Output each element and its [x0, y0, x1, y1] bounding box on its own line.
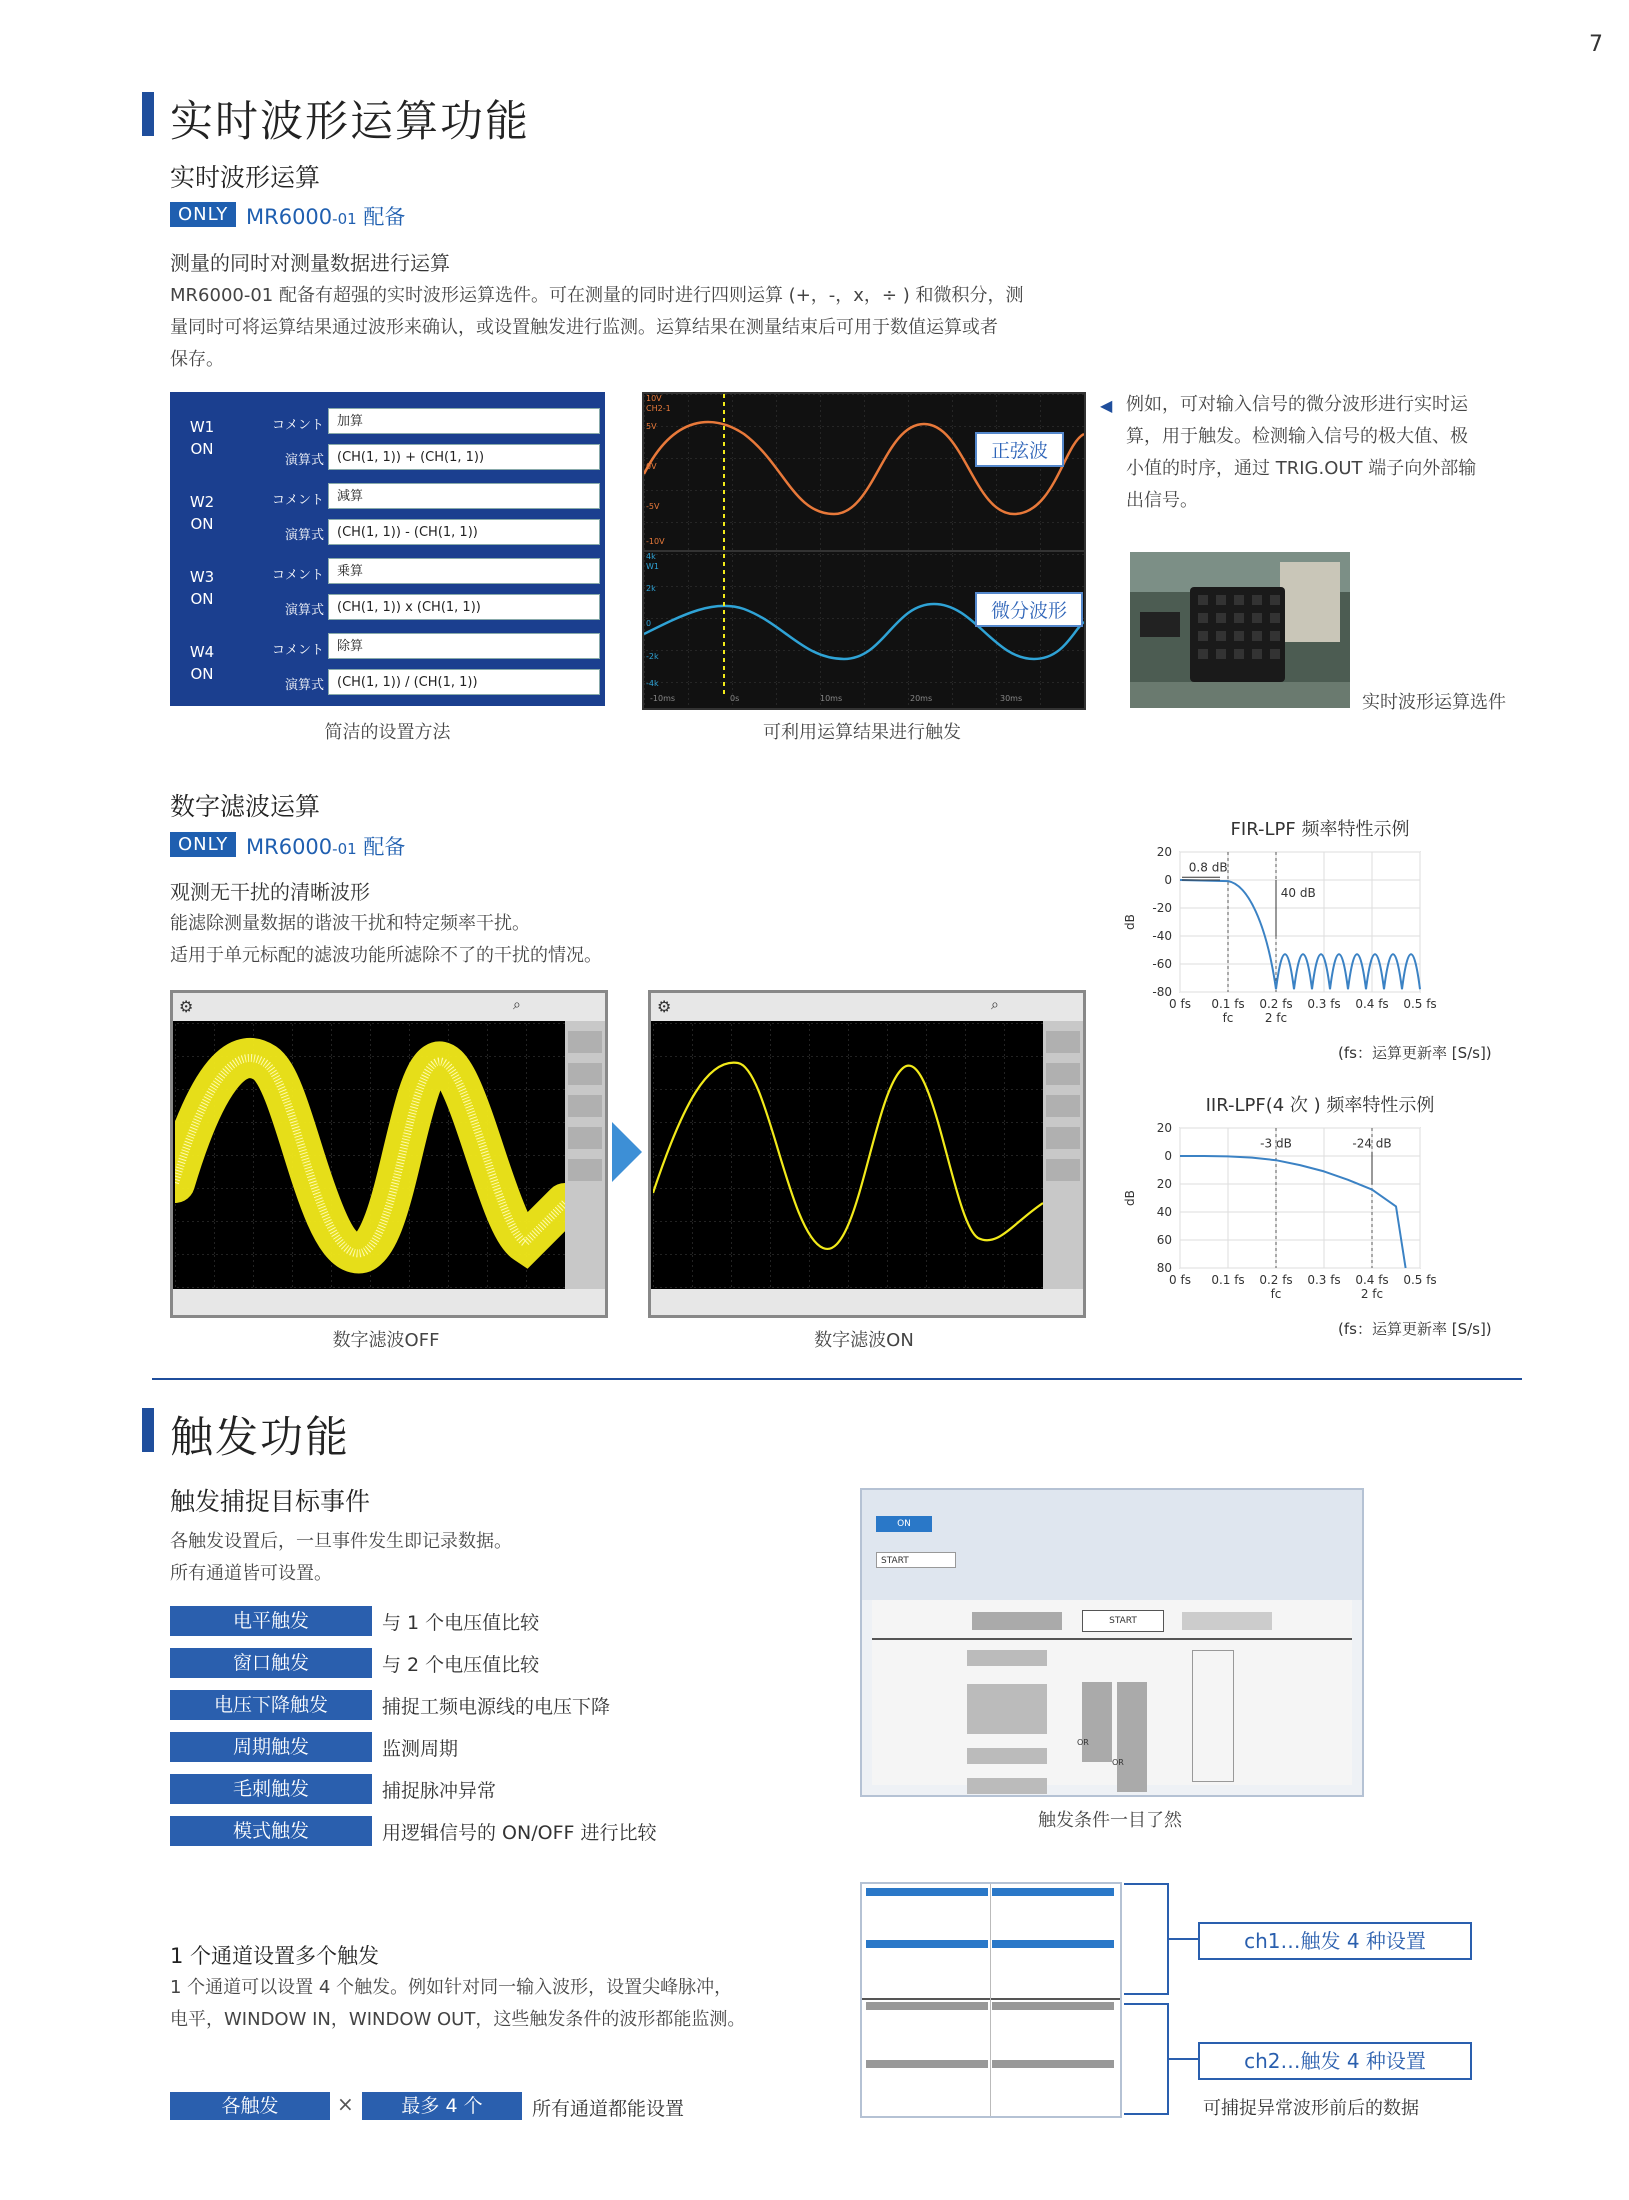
- iir-chart: [1120, 1116, 1520, 1336]
- heatsink-image: [1130, 552, 1350, 708]
- bottom-caption: 可捕捉异常波形前后的数据: [1203, 2098, 1419, 2119]
- trigger-period-desc: 监测周期: [382, 1738, 459, 1760]
- y-axis-label: dB: [1123, 1190, 1137, 1206]
- model-label: MR6000-01 配备: [246, 205, 406, 229]
- x-tick-label: 0.2 fs: [1259, 997, 1293, 1011]
- x-tick-label: 0.4 fs: [1355, 997, 1389, 1011]
- calc-panel-caption: 简洁的设置方法: [324, 722, 451, 743]
- y-tick-label: -20: [1152, 901, 1172, 915]
- trigger-level-badge: 电平触发: [170, 1606, 372, 1636]
- trigger-pattern-badge: 模式触发: [170, 1816, 372, 1846]
- x-tick-label: 0.3 fs: [1307, 997, 1341, 1011]
- expression-field[interactable]: (CH(1, 1)) + (CH(1, 1)): [328, 444, 600, 470]
- y-axis-label: dB: [1123, 914, 1137, 930]
- trigger-logic-diagram: START OR OR: [872, 1600, 1352, 1785]
- x-tick-label: 0.1 fs: [1211, 997, 1245, 1011]
- scope-screen: 10V CH2-1 5V 0V -5V -10V 4k W1 2k 0 -2k -4k -10ms 0s 10ms 20ms 30ms: [642, 392, 1086, 710]
- side-note: 例如，可对输入信号的微分波形进行实时运 算，用于触发。检测输入信号的极大值、极 小值的时序，通过 TRIG.OUT 端子向外部输 出信号。: [1126, 394, 1477, 511]
- sine-wave-label: 正弦波: [975, 432, 1064, 467]
- x-tick-label: 0.1 fs: [1211, 1273, 1245, 1287]
- trigger-voltage-drop-desc: 捕捉工频电源线的电压下降: [382, 1696, 611, 1718]
- comment-field[interactable]: 除算: [328, 633, 600, 659]
- side-menu: [1043, 1021, 1083, 1315]
- multi-trigger-title: 1 个通道设置多个触发: [170, 1944, 380, 1968]
- status-bar: [173, 1289, 605, 1315]
- trigger-on-toggle[interactable]: ON: [876, 1516, 932, 1532]
- x-subtick-label: fc: [1222, 1011, 1234, 1025]
- iir-chart-title: IIR-LPF(4 次 ) 频率特性示例: [1205, 1095, 1435, 1116]
- trigger-settings-header: [862, 1490, 1362, 1600]
- trigger-condition-screen: [860, 1488, 1364, 1797]
- trigger-screen-caption: 触发条件一目了然: [1038, 1810, 1182, 1831]
- section-divider: [152, 1378, 1522, 1380]
- formula-tail: 所有通道都能设置: [532, 2098, 685, 2120]
- x-tick-label: 0 fs: [1169, 997, 1191, 1011]
- scope-caption: 可利用运算结果进行触发: [763, 722, 961, 743]
- bracket-lines: [1122, 1882, 1202, 2122]
- model-label: MR6000-01 配备: [246, 835, 406, 859]
- y-tick-label: 40: [1156, 1205, 1172, 1219]
- arrow-right-icon: [608, 1122, 644, 1186]
- x-subtick-label: 2 fc: [1360, 1287, 1384, 1301]
- times-icon: ×: [337, 2092, 354, 2116]
- x-tick-label: 0.2 fs: [1259, 1273, 1293, 1287]
- section-bar: [142, 92, 154, 136]
- y-tick-label: 20: [1156, 1177, 1172, 1191]
- y-tick-label: 20: [1156, 845, 1172, 859]
- fir-chart: [1120, 840, 1520, 1060]
- expression-field[interactable]: (CH(1, 1)) x (CH(1, 1)): [328, 594, 600, 620]
- timing-select[interactable]: START: [876, 1552, 956, 1568]
- noisy-waveform: [175, 1023, 565, 1288]
- y-tick-label: 0: [1164, 873, 1172, 887]
- lead-text: 测量的同时对测量数据进行运算: [170, 251, 450, 275]
- expression-field[interactable]: (CH(1, 1)) - (CH(1, 1)): [328, 519, 600, 545]
- side-menu: [565, 1021, 605, 1315]
- y-tick-label: -40: [1152, 929, 1172, 943]
- trigger-voltage-drop-badge: 电压下降触发: [170, 1690, 372, 1720]
- trigger-level-desc: 与 1 个电压值比较: [382, 1612, 540, 1634]
- section-title-trigger: 触发功能: [170, 1413, 350, 1463]
- y-tick-label: 0: [1164, 1149, 1172, 1163]
- trigger-glitch-badge: 毛刺触发: [170, 1774, 372, 1804]
- gear-icon[interactable]: ⚙: [179, 997, 194, 1016]
- clean-waveform: [653, 1023, 1043, 1288]
- trigger-period-badge: 周期触发: [170, 1732, 372, 1762]
- comment-field[interactable]: 乗算: [328, 558, 600, 584]
- trigger-glitch-desc: 捕捉脉冲异常: [382, 1780, 497, 1802]
- unit-trigger-table: [860, 1882, 1122, 2118]
- subsection-title-filter: 数字滤波运算: [170, 792, 321, 821]
- iir-chart-xlabel: (fs：运算更新率 [S/s]): [1338, 1320, 1492, 1338]
- y-tick-label: 20: [1156, 1121, 1172, 1135]
- only-badge: ONLY: [170, 202, 236, 227]
- x-tick-label: 0 fs: [1169, 1273, 1191, 1287]
- annotation-label: -3 dB: [1260, 1136, 1292, 1151]
- expression-field[interactable]: (CH(1, 1)) / (CH(1, 1)): [328, 669, 600, 695]
- annotation-label: 0.8 dB: [1188, 860, 1228, 875]
- toolbar: [651, 993, 1083, 1021]
- pointer-left-icon: ◀: [1100, 396, 1113, 415]
- x-tick-label: 0.4 fs: [1355, 1273, 1389, 1287]
- photo-caption: 实时波形运算选件: [1362, 692, 1506, 713]
- comment-field[interactable]: 減算: [328, 483, 600, 509]
- search-icon[interactable]: ⌕: [991, 997, 999, 1013]
- fir-chart-xlabel: (fs：运算更新率 [S/s]): [1338, 1044, 1492, 1062]
- option-board-photo: [1130, 552, 1350, 708]
- annotation-label: -24 dB: [1352, 1136, 1392, 1151]
- filter-off-caption: 数字滤波OFF: [332, 1330, 440, 1351]
- body-paragraph: 能滤除测量数据的谐波干扰和特定频率干扰。 适用于单元标配的滤波功能所滤除不了的干扰的情况。: [170, 913, 602, 966]
- ch2-label: ch2…触发 4 种设置: [1198, 2042, 1472, 2080]
- trigger-intro: 各触发设置后，一旦事件发生即记录数据。 所有通道皆可设置。: [170, 1531, 512, 1584]
- x-tick-label: 0.3 fs: [1307, 1273, 1341, 1287]
- trigger-window-badge: 窗口触发: [170, 1648, 372, 1678]
- formula-each-trigger: 各触发: [170, 2092, 330, 2120]
- calc-row-w1[interactable]: W1 ON コメント 加算 演算式 (CH(1, 1)) + (CH(1, 1)): [170, 400, 605, 476]
- filter-on-screen: [648, 990, 1086, 1318]
- x-tick-label: 0.5 fs: [1403, 1273, 1437, 1287]
- x-tick-label: 0.5 fs: [1403, 997, 1437, 1011]
- ch1-label: ch1…触发 4 种设置: [1198, 1922, 1472, 1960]
- subsection-title-realtime: 实时波形运算: [170, 163, 321, 192]
- multi-trigger-body: 1 个通道可以设置 4 个触发。例如针对同一输入波形，设置尖峰脉冲， 电平，WINDOW IN，WINDOW OUT，这些触发条件的波形都能监测。: [170, 1977, 746, 2030]
- only-badge: ONLY: [170, 832, 236, 857]
- fir-chart-title: FIR-LPF 频率特性示例: [1230, 819, 1410, 840]
- search-icon[interactable]: ⌕: [513, 997, 521, 1013]
- formula-max-four: 最多 4 个: [362, 2092, 522, 2120]
- comment-field[interactable]: 加算: [328, 408, 600, 434]
- y-tick-label: -80: [1152, 985, 1172, 999]
- start-block[interactable]: START: [1082, 1610, 1164, 1632]
- section-bar: [142, 1408, 154, 1452]
- page-number: 7: [1589, 32, 1603, 57]
- lead-text: 观测无干扰的清晰波形: [170, 880, 370, 904]
- differential-wave-label: 微分波形: [975, 592, 1083, 627]
- y-tick-label: 60: [1156, 1233, 1172, 1247]
- filter-off-screen: [170, 990, 608, 1318]
- gear-icon[interactable]: ⚙: [657, 997, 672, 1016]
- annotation-label: 40 dB: [1280, 885, 1316, 900]
- trigger-window-desc: 与 2 个电压值比较: [382, 1654, 540, 1676]
- toolbar: [173, 993, 605, 1021]
- calc-row-w2[interactable]: W2 ON コメント 減算 演算式 (CH(1, 1)) - (CH(1, 1)): [170, 475, 605, 551]
- filter-on-caption: 数字滤波ON: [814, 1330, 914, 1351]
- trigger-pattern-desc: 用逻辑信号的 ON/OFF 进行比较: [382, 1822, 657, 1844]
- y-tick-label: -60: [1152, 957, 1172, 971]
- section-title-realtime: 实时波形运算功能: [170, 97, 530, 147]
- body-paragraph: MR6000-01 配备有超强的实时波形运算选件。可在测量的同时进行四则运算 (+，-，x，÷ ) 和微积分，测 量同时可将运算结果通过波形来确认，或设置触发进行监测。运算结果在测量结束后可用于数值运算或者 保存。: [170, 285, 1024, 370]
- calc-settings-panel: [170, 392, 605, 706]
- calc-row-w3[interactable]: W3 ON コメント 乗算 演算式 (CH(1, 1)) x (CH(1, 1)): [170, 550, 605, 626]
- x-subtick-label: fc: [1270, 1287, 1282, 1301]
- status-bar: [651, 1289, 1083, 1315]
- subsection-title-trigger: 触发捕捉目标事件: [170, 1487, 371, 1516]
- x-subtick-label: 2 fc: [1264, 1011, 1288, 1025]
- y-tick-label: 80: [1156, 1261, 1172, 1275]
- calc-row-w4[interactable]: W4 ON コメント 除算 演算式 (CH(1, 1)) / (CH(1, 1)): [170, 625, 605, 701]
